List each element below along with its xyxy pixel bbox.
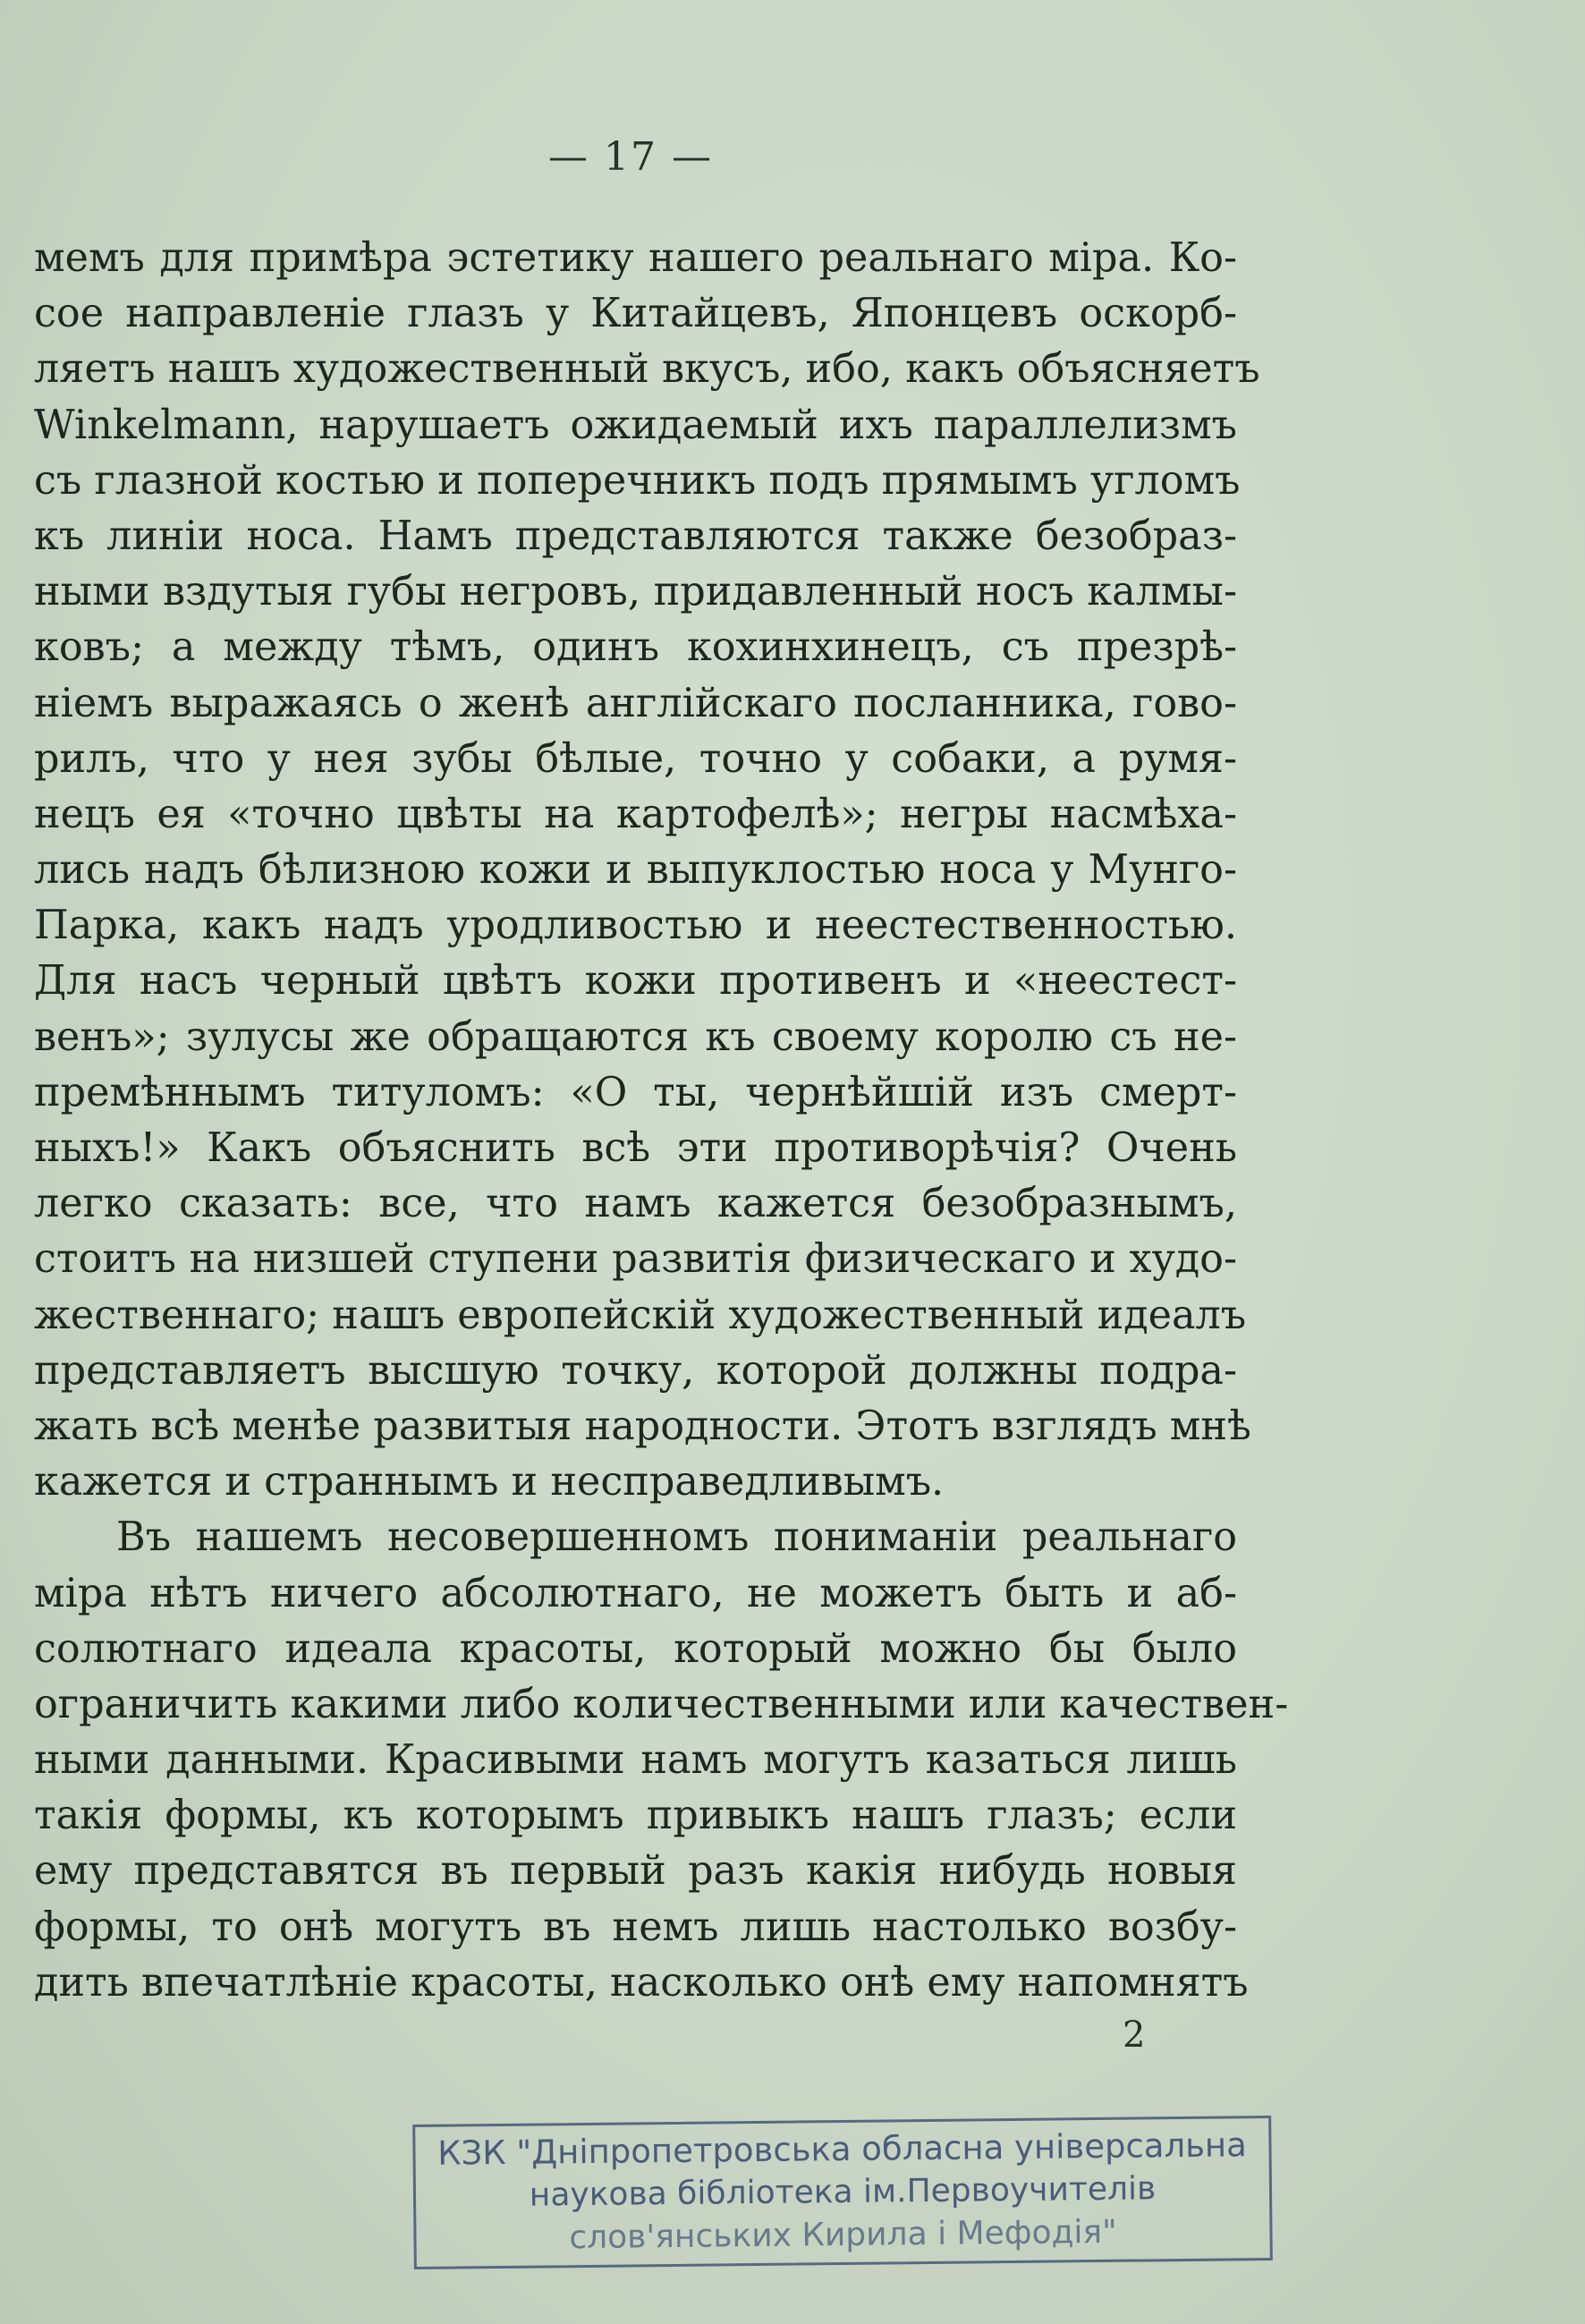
- text-line: рилъ, что у нея зубы бѣлые, точно у собаки, а румя-: [34, 735, 1237, 782]
- text-line: жественнаго; нашъ европейскій художественный идеалъ: [34, 1292, 1247, 1338]
- stamp-line: слов'янських Кирила і Мефодія": [569, 2213, 1117, 2257]
- text-line: Въ нашемъ несовершенномъ пониманіи реальнаго: [116, 1514, 1237, 1561]
- text-line: Winkelmann, нарушаетъ ожидаемый ихъ параллелизмъ: [34, 402, 1237, 448]
- text-line: кажется и страннымъ и несправедливымъ.: [34, 1459, 945, 1506]
- text-line: формы, то онѣ могутъ въ немъ лишь настолько возбу-: [34, 1904, 1237, 1950]
- text-line: такія формы, къ которымъ привыкъ нашъ глазъ; если: [34, 1793, 1237, 1839]
- text-line: ными данными. Красивыми намъ могутъ казаться лишь: [34, 1737, 1237, 1784]
- library-stamp: [412, 2116, 1273, 2269]
- signature-mark: 2: [1123, 2014, 1146, 2056]
- text-line: сое направленіе глазъ у Китайцевъ, Японцевъ оскорб-: [34, 291, 1237, 337]
- text-line: легко сказать: все, что намъ кажется безобразнымъ,: [34, 1181, 1237, 1227]
- text-line: жать всѣ менѣе развитыя народности. Этотъ взглядъ мнѣ: [34, 1403, 1251, 1449]
- text-line: ніемъ выражаясь о женѣ англійскаго посланника, гово-: [34, 680, 1237, 726]
- text-line: ковъ; а между тѣмъ, одинъ кохинхинецъ, съ презрѣ-: [34, 624, 1237, 671]
- text-line: ему представятся въ первый разъ какія нибудь новыя: [34, 1848, 1237, 1895]
- text-line: премѣннымъ титуломъ: «О ты, чернѣйшій изъ смерт-: [34, 1069, 1237, 1115]
- text-line: міра нѣтъ ничего абсолютнаго, не можетъ быть и аб-: [34, 1570, 1237, 1616]
- text-line: ляетъ нашъ художественный вкусъ, ибо, какъ объясняетъ: [34, 346, 1260, 393]
- text-line: Парка, какъ надъ уродливостью и неестественностью.: [34, 903, 1237, 949]
- text-line: къ линіи носа. Намъ представляются также безобраз-: [34, 513, 1237, 559]
- text-line: ными вздутыя губы негровъ, придавленный носъ калмы-: [34, 569, 1237, 615]
- stamp-line: КЗК "Дніпропетровська обласна універсальна: [437, 2125, 1247, 2173]
- text-line: ныхъ!» Какъ объяснить всѣ эти противорѣчія? Очень: [34, 1125, 1237, 1171]
- text-line: венъ»; зулусы же обращаются къ своему королю съ не-: [34, 1014, 1237, 1060]
- text-line: съ глазной костью и поперечникъ подъ прямымъ угломъ: [34, 457, 1241, 504]
- text-line: Для насъ черный цвѣтъ кожи противенъ и «неестест-: [34, 958, 1237, 1005]
- text-line: стоитъ на низшей ступени развитія физическаго и худо-: [34, 1236, 1237, 1283]
- text-line: нецъ ея «точно цвѣты на картофелѣ»; негры насмѣха-: [34, 791, 1237, 837]
- text-line: представляетъ высшую точку, которой должны подра-: [34, 1347, 1237, 1394]
- text-line: дить впечатлѣніе красоты, насколько онѣ ему напомнятъ: [34, 1959, 1249, 2006]
- body-text: [34, 231, 1289, 2011]
- stamp-line: наукова бібліотека ім.Первоучителів: [529, 2170, 1157, 2214]
- page-number: — 17 —: [548, 134, 713, 180]
- text-line: мемъ для примѣра эстетику нашего реальнаго міра. Ко-: [34, 235, 1237, 281]
- text-line: ограничить какими либо количественными или качествен-: [34, 1681, 1289, 1727]
- text-line: лись надъ бѣлизною кожи и выпуклостью носа у Мунго-: [34, 847, 1237, 894]
- text-line: солютнаго идеала красоты, который можно бы было: [34, 1625, 1237, 1672]
